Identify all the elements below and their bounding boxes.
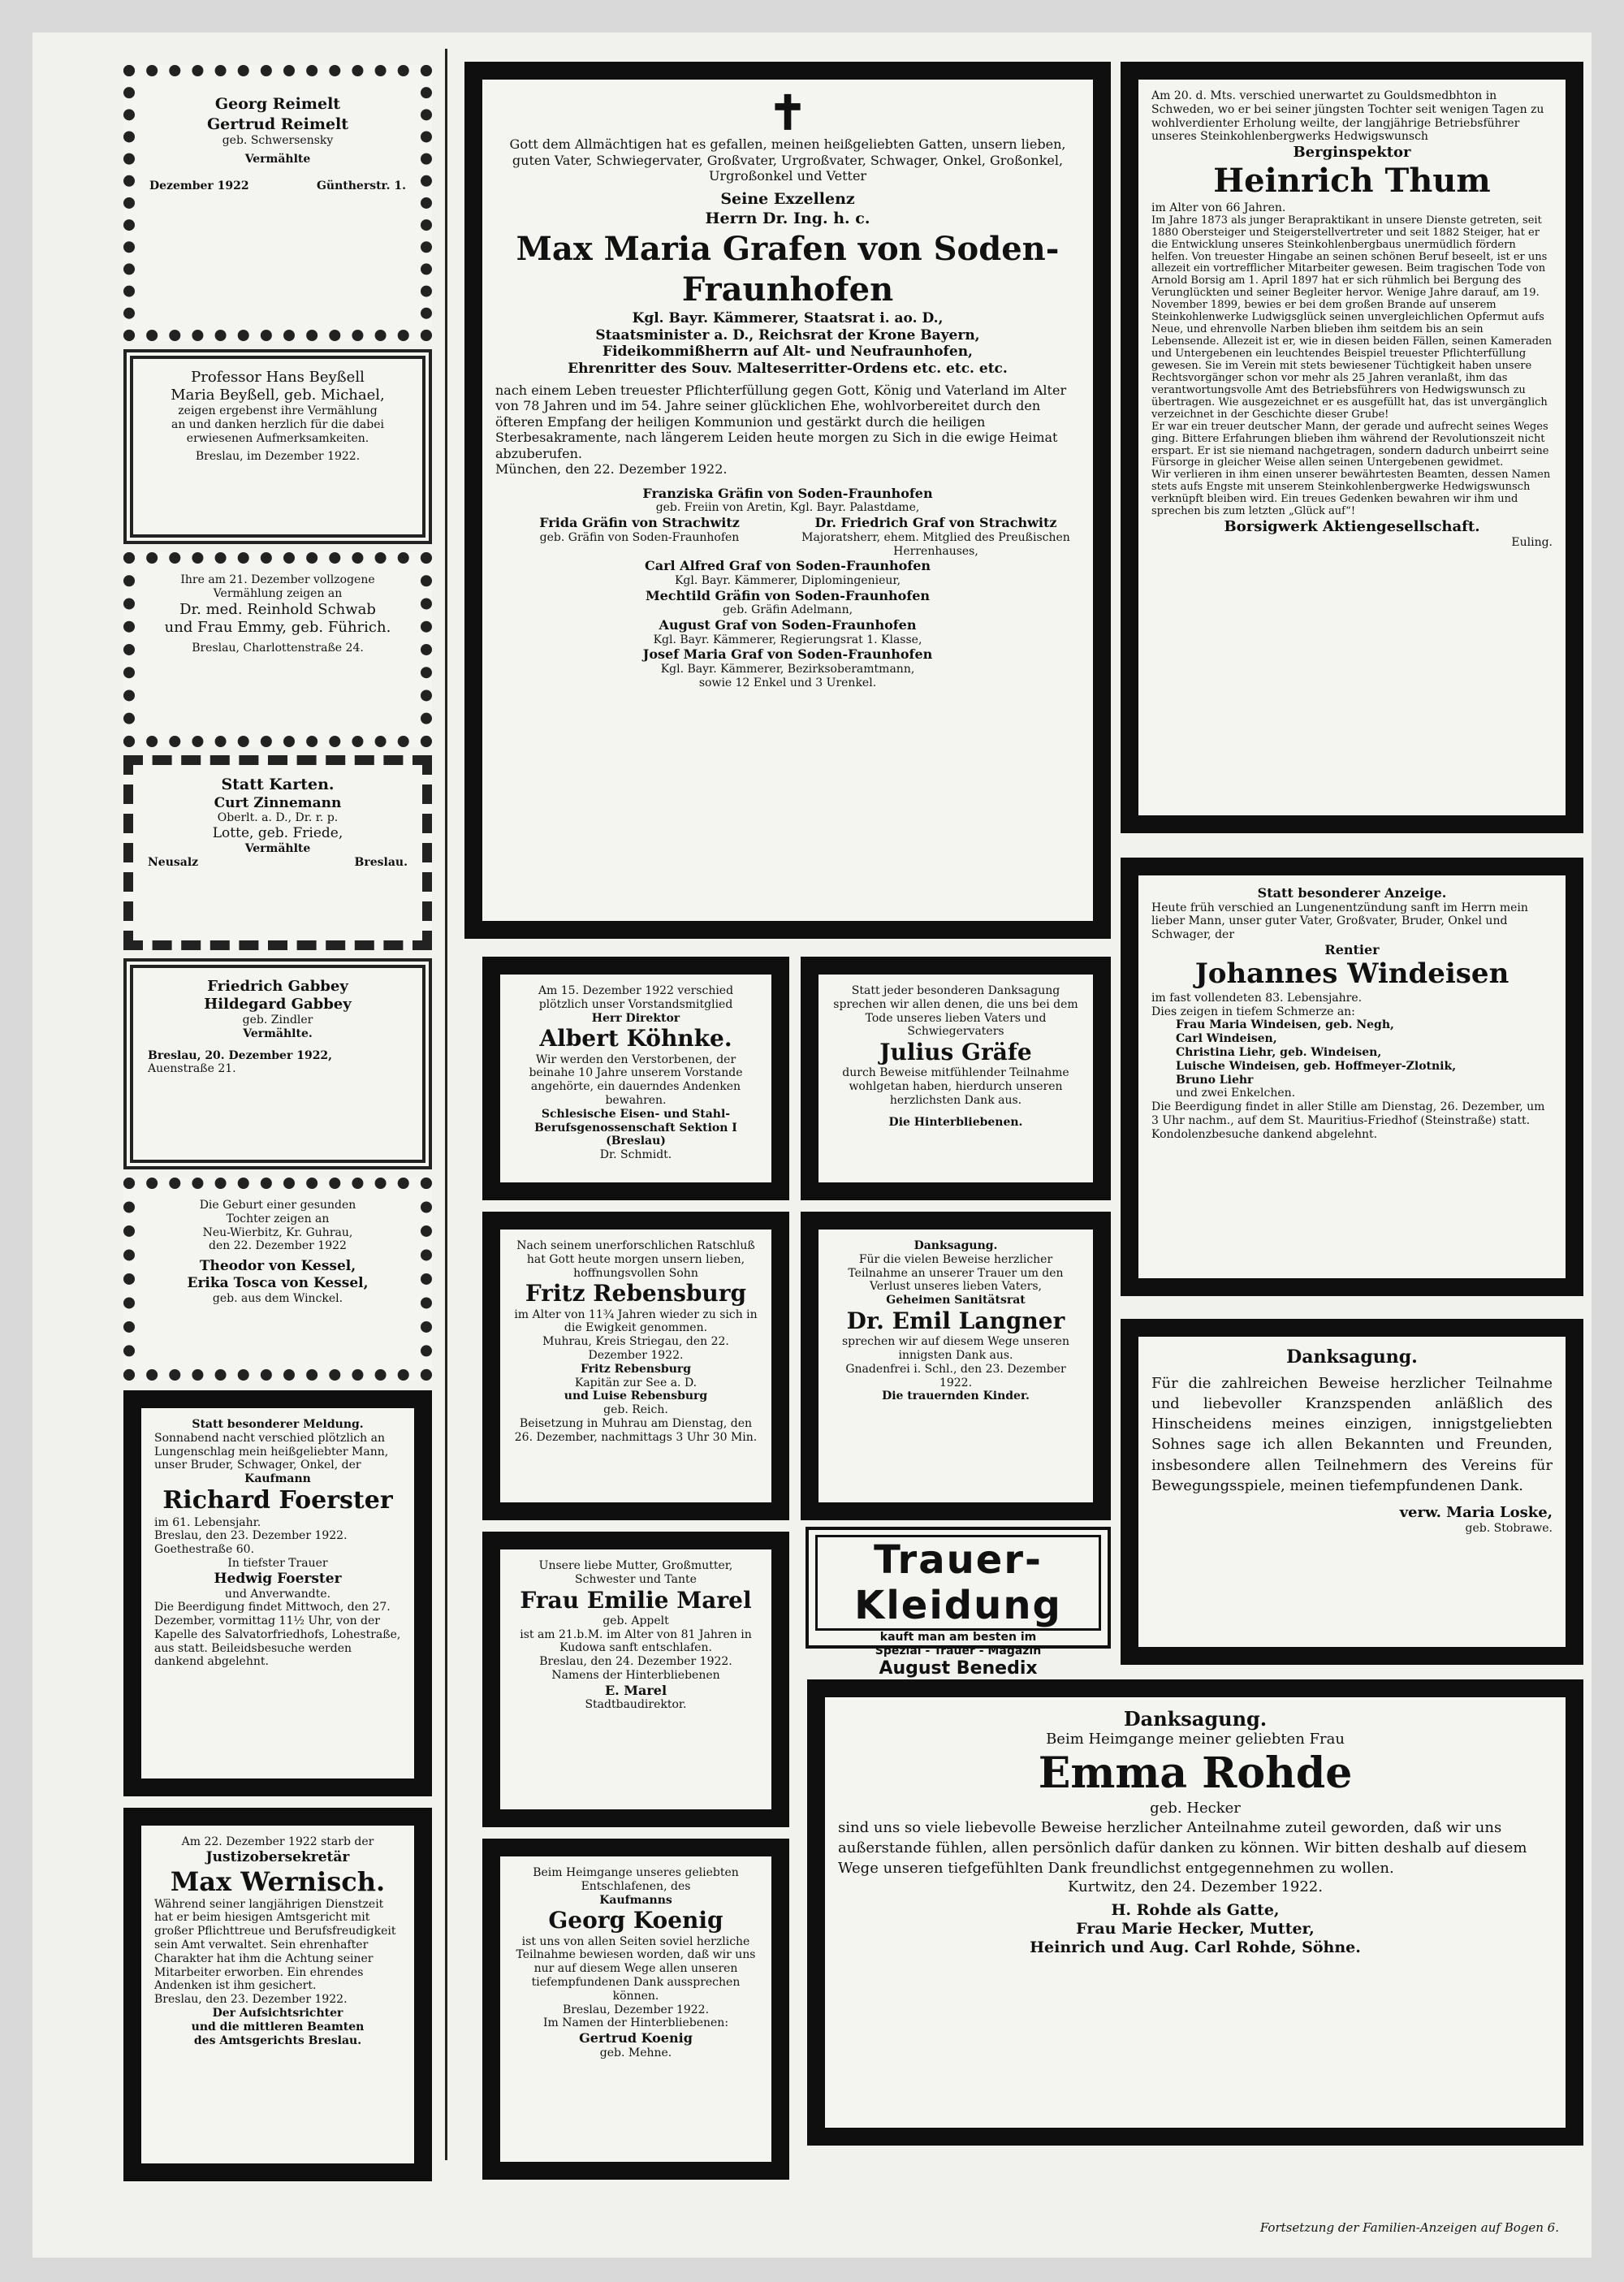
kessel-line-3: Neu-Wierbitz, Kr. Guhrau, xyxy=(202,1225,353,1239)
soden-family-3: Carl Alfred Graf von Soden-Fraunhofen xyxy=(644,558,931,574)
graefe-text2: durch Beweise mitfühlender Teilnahme wohlgetan haben, hierdurch unseren herzlichsten Dank aus. xyxy=(842,1066,1069,1107)
notice-soden xyxy=(464,62,1111,939)
gabbey-line-1: Friedrich Gabbey xyxy=(207,978,348,995)
soden-text: nach einem Leben treuester Pflichterfüllung gegen Gott, König und Vaterland im Alter von 78 Jahren und im 54. Jahre seiner glücklichen Ehe, wohlvorbereitet durch den öfteren Empfang der heiligen Kommunion und gestärkt durch die heiligen Sterbesakramente, nach längerem Leiden heute morgen zu Sich in die ewige Heimat abzuberufen. xyxy=(495,382,1067,461)
rebensburg-text: im Alter von 11¾ Jahren wieder zu sich in die Ewigkeit genommen. xyxy=(514,1307,758,1335)
langner-place: Gnadenfrei i. Schl., den 23. Dezember 1922. xyxy=(845,1362,1066,1390)
kessel-line-2: Tochter zeigen an xyxy=(226,1212,330,1225)
soden-title-3: Fideikommißherrn auf Alt- und Neufraunhofen, xyxy=(603,344,973,361)
wernisch-place: Breslau, den 23. Dezember 1922. xyxy=(154,1993,348,2007)
windeisen-family-3: Christina Liehr, geb. Windeisen, xyxy=(1176,1046,1382,1060)
trauer-line-1: kauft man am besten im xyxy=(879,1631,1037,1644)
gabbey-line-3: geb. Zindler xyxy=(242,1013,313,1026)
langner-name: Dr. Emil Langner xyxy=(846,1307,1065,1334)
beyssell-place: Breslau, im Dezember 1922. xyxy=(195,450,361,464)
trauer-logo: Trauer-Kleidung xyxy=(815,1535,1101,1631)
kessel-name-1: Theodor von Kessel, xyxy=(199,1258,356,1275)
cross-icon: ✝ xyxy=(767,85,808,140)
langner-text: Für die vielen Beweise herzlicher Teilnahme an unserer Trauer um den Verlust unseres lieben Vaters, xyxy=(848,1252,1064,1294)
windeisen-family-5: Bruno Liehr xyxy=(1176,1073,1254,1087)
windeisen-funeral: Die Beerdigung findet in aller Stille am Dienstag, 26. Dezember, um 3 Uhr nachm., auf dem St. Mauritius-Friedhof (Steinstraße) statt. Kondolenzbesuche dankend abgelehnt. xyxy=(1151,1100,1545,1141)
windeisen-grief: Dies zeigen in tiefem Schmerze an: xyxy=(1151,1005,1355,1018)
notice-wernisch xyxy=(123,1808,432,2181)
zinnemann-head: Statt Karten. xyxy=(221,776,335,793)
reimelt-date: Dezember 1922 xyxy=(149,179,249,192)
notice-reimelt xyxy=(123,65,432,341)
marel-maiden: geb. Appelt xyxy=(603,1614,669,1627)
soden-family-4: Mechtild Gräfin von Soden-Fraunhofen xyxy=(645,587,931,603)
notice-gabbey xyxy=(123,958,432,1169)
marel-name: Frau Emilie Marel xyxy=(520,1586,752,1614)
notice-koenig xyxy=(482,1839,789,2180)
column-rule xyxy=(445,49,447,2160)
rohde-text: sind uns so viele liebevolle Beweise herzlicher Anteilnahme zuteil geworden, daß wir uns außerstande fühlen, allen persönlich dafür danken zu können. Wir bitten deshalb auf diesem Wege unseren tiefgefühlten Dank freundlichst entgegennehmen zu wollen. xyxy=(838,1818,1527,1877)
schwab-line-2: Vermählung zeigen an xyxy=(213,586,343,600)
foerster-title: Kaufmann xyxy=(244,1472,311,1486)
gabbey-line-2: Hildegard Gabbey xyxy=(204,995,352,1013)
windeisen-age: im fast vollendeten 83. Lebensjahre. xyxy=(1151,991,1363,1005)
soden-family-5: August Graf von Soden-Fraunhofen xyxy=(659,617,917,633)
trauer-line-2: Spezial - Trauer - Magazin xyxy=(875,1644,1042,1657)
thum-intro: Am 20. d. Mts. verschied unerwartet zu Gouldsmedbhton in Schweden, wo er bei seiner jüngsten Tochter seit wenigen Tagen zu wohlverdienter Erholung weilte, der langjährige Betriebsführer unseres Steinkohlenbergwerks Hedwigswunsch xyxy=(1151,89,1544,144)
notice-rebensburg xyxy=(482,1212,789,1520)
thum-signer: Borsigwerk Aktiengesellschaft. xyxy=(1224,518,1480,536)
foerster-name: Richard Foerster xyxy=(162,1485,393,1515)
thum-text3: Wir verlieren in ihm einen unserer bewährtesten Beamten, dessen Namen stets aufs Engste mit unserem Steinkohlenbergwerke Hedwigswunsch verknüpft bleiben wird. Ein treues Gedenken bewahren wir ihm und sprechen bis zum letzten „Glück auf“! xyxy=(1151,469,1551,518)
notice-beyssell xyxy=(123,349,432,544)
soden-honorific2: Herrn Dr. Ing. h. c. xyxy=(705,210,870,228)
soden-family-6: Josef Maria Graf von Soden-Fraunhofen xyxy=(642,646,933,663)
wernisch-intro: Am 22. Dezember 1922 starb der xyxy=(181,1835,374,1848)
gabbey-place: Breslau, 20. Dezember 1922, xyxy=(148,1048,333,1062)
foerster-funeral: Die Beerdigung findet Mittwoch, den 27. Dezember, vormittag 11½ Uhr, von der Kapelle des Salvatorfriedhofs, Lohestraße, aus statt. Beileidsbesuche werden dankend abgelehnt. xyxy=(154,1601,401,1669)
page-footer: Fortsetzung der Familien-Anzeigen auf Bogen 6. xyxy=(1259,2220,1559,2235)
zinnemann-right: Breslau. xyxy=(354,855,408,869)
koenig-for: Im Namen der Hinterbliebenen: xyxy=(542,2016,729,2030)
thum-name: Heinrich Thum xyxy=(1213,162,1491,201)
foerster-intro: Sonnabend nacht verschied plötzlich an Lungenschlag mein heißgeliebter Mann, unser Bruder, Schwager, Onkel, der xyxy=(154,1431,389,1472)
marel-place: Breslau, den 24. Dezember 1922. xyxy=(539,1655,732,1669)
marel-for: Namens der Hinterbliebenen xyxy=(551,1668,720,1682)
koenig-name: Georg Koenig xyxy=(548,1907,723,1934)
notice-schwab xyxy=(123,552,432,747)
rebensburg-name: Fritz Rebensburg xyxy=(525,1280,747,1307)
marel-signer: E. Marel xyxy=(604,1682,667,1698)
soden-family-5b: Kgl. Bayr. Kämmerer, Regierungsrat 1. Klasse, xyxy=(653,633,922,646)
notice-windeisen xyxy=(1121,858,1583,1296)
koenig-intro: Beim Heimgange unseres geliebten Entschlafenen, des xyxy=(533,1866,739,1893)
zinnemann-line-2: Oberlt. a. D., Dr. r. p. xyxy=(217,811,339,825)
gabbey-street: Auenstraße 21. xyxy=(148,1062,236,1076)
thum-text: Im Jahre 1873 als junger Berapraktikant in unsere Dienste getreten, seit 1880 Obersteiger und Steigerstellvertreter und seit 1882 Steiger, hat er die Entwicklung unseres Steinkohlenbergbaus unermüdlich fördern helfen. Von treuester Hingabe an seinen schönen Beruf beseelt, ist er uns allezeit ein vortrefflicher Mitarbeiter gewesen. Beim tragischen Tode von Arnold Borsig am 1. April 1897 hat er sich rühmlich bei Bergung des Verunglückten und seiner Begleiter hervor. Wenige Jahre darauf, am 19. November 1899, bewies er bei dem großen Brande auf unserem Steinkohlenwerke Ludwigsglück seinen unvergleichlichen Opfermut aufs Neue, und ehrenvolle Narben blieben ihm seitdem bis an sein Lebensende. Allezeit ist er, wie in diesen beiden Fällen, seinen Kameraden und Untergebenen ein leuchtendes Beispiel treuester Pflichterfüllung gewesen. Sie im Verein mit stets bewiesener Tüchtigkeit haben unsere Rechtsvorgänger schon vor mehr als 25 Jahren veranlaßt, ihm das verantwortungsvolle Amt des Betriebsführers von Hedwigswunsch zu übertragen. Wie ausgezeichnet er es ausgefüllt hat, das ist unvergänglich verzeichnet in der Geschichte dieser Grube! xyxy=(1151,214,1553,421)
thum-age: im Alter von 66 Jahren. xyxy=(1151,201,1286,214)
gabbey-line-4: Vermählte. xyxy=(243,1026,313,1040)
reimelt-maiden: geb. Schwersensky xyxy=(222,134,334,148)
zinnemann-left: Neusalz xyxy=(148,855,199,869)
koenig-signer2: geb. Mehne. xyxy=(599,2046,672,2059)
koehnke-text: Wir werden den Verstorbenen, der beinahe 10 Jahre unserem Vorstande angehörte, ein dauerndes Andenken bewahren. xyxy=(529,1052,743,1107)
thum-title: Berginspektor xyxy=(1293,144,1411,162)
koehnke-org: Schlesische Eisen- und Stahl-Berufsgenossenschaft Sektion I (Breslau) xyxy=(534,1107,737,1148)
schwab-place: Breslau, Charlottenstraße 24. xyxy=(192,641,364,655)
koehnke-title: Herr Direktor xyxy=(591,1011,680,1025)
schwab-line-4: und Frau Emmy, geb. Führich. xyxy=(164,618,391,636)
soden-family-2r: Dr. Friedrich Graf von Strachwitz xyxy=(814,515,1057,531)
kessel-name-2: Erika Tosca von Kessel, xyxy=(187,1274,369,1291)
beyssell-line-3: zeigen ergebenst ihre Vermählung xyxy=(178,404,378,417)
koehnke-intro: Am 15. Dezember 1922 verschied plötzlich unser Vorstandsmitglied xyxy=(538,984,734,1011)
foerster-signer2: und Anverwandte. xyxy=(224,1587,331,1601)
soden-intro: Gott dem Allmächtigen hat es gefallen, meinen heißgeliebten Gatten, unsern lieben, guten Vater, Schwiegervater, Großvater, Urgroßvater, Schwager, Onkel, Großonkel, Urgroßonkel und Vetter xyxy=(509,136,1066,184)
windeisen-family-1: Frau Maria Windeisen, geb. Negh, xyxy=(1176,1018,1394,1032)
marel-intro: Unsere liebe Mutter, Großmutter, Schwester und Tante xyxy=(538,1559,733,1586)
graefe-signer: Die Hinterbliebenen. xyxy=(888,1115,1023,1129)
wernisch-signer-3: des Amtsgerichts Breslau. xyxy=(193,2033,362,2047)
soden-family-7: sowie 12 Enkel und 3 Urenkel. xyxy=(698,676,877,689)
windeisen-name: Johannes Windeisen xyxy=(1194,957,1510,991)
koenig-place: Breslau, Dezember 1922. xyxy=(562,2003,710,2016)
wernisch-text: Während seiner langjährigen Dienstzeit hat er beim hiesigen Amtsgericht mit großer Pflichttreue und Berufsfreudigkeit sein Amt verwaltet. Sein ehrenhafter Charakter hat ihm die Achtung seiner Mitarbeiter erworben. Ein ehrendes Andenken ist ihm gesichert. xyxy=(154,1897,396,1993)
beyssell-line-5: erwiesenen Aufmerksamkeiten. xyxy=(186,431,369,445)
koenig-title: Kaufmanns xyxy=(599,1893,672,1907)
newspaper-page xyxy=(32,32,1592,2258)
windeisen-title: Rentier xyxy=(1324,941,1380,957)
notice-marel xyxy=(482,1532,789,1827)
windeisen-intro: Heute früh verschied an Lungenentzündung sanft im Herrn mein lieber Mann, unser guter Vater, Großvater, Bruder, Onkel und Schwager, der xyxy=(1151,901,1528,942)
windeisen-family-2: Carl Windeisen, xyxy=(1176,1032,1277,1046)
kessel-name-3: geb. aus dem Winckel. xyxy=(212,1291,343,1305)
soden-title-2: Staatsminister a. D., Reichsrat der Krone Bayern, xyxy=(595,326,980,344)
rebensburg-signer2: Kapitän zur See a. D. xyxy=(574,1376,698,1390)
kessel-line-1: Die Geburt einer gesunden xyxy=(199,1199,356,1212)
soden-family-1: Franziska Gräfin von Soden-Fraunhofen xyxy=(642,485,933,501)
marel-signer2: Stadtbaudirektor. xyxy=(585,1698,687,1712)
wernisch-title: Justizobersekretär xyxy=(205,1848,350,1865)
notice-zinnemann xyxy=(123,755,432,950)
beyssell-line-1: Professor Hans Beyßell xyxy=(191,369,365,386)
zinnemann-line-3: Lotte, geb. Friede, xyxy=(212,825,343,842)
rohde-signer-2: Frau Marie Hecker, Mutter, xyxy=(1076,1920,1315,1938)
rebensburg-funeral: Beisetzung in Muhrau am Dienstag, den 26. Dezember, nachmittags 3 Uhr 30 Min. xyxy=(514,1416,758,1444)
langner-head: Danksagung. xyxy=(914,1239,998,1252)
notice-rohde xyxy=(807,1679,1583,2146)
rebensburg-place: Muhrau, Kreis Striegau, den 22. Dezember 1922. xyxy=(542,1335,729,1362)
notice-graefe xyxy=(801,957,1111,1200)
graefe-text: Statt jeder besonderen Danksagung sprechen wir allen denen, die uns bei dem Tode unseres lieben Vaters und Schwiegervaters xyxy=(833,984,1078,1039)
marel-text: ist am 21.b.M. im Alter von 81 Jahren in Kudowa sanft entschlafen. xyxy=(520,1627,752,1655)
rebensburg-intro: Nach seinem unerforschlichen Ratschluß hat Gott heute morgen unsern lieben, hoffnungsvollen Sohn xyxy=(516,1239,755,1280)
langner-text2: sprechen wir auf diesem Wege unseren innigsten Dank aus. xyxy=(842,1335,1069,1362)
soden-family-2rb: Majoratsherr, ehem. Mitglied des Preußischen Herrenhauses, xyxy=(801,530,1070,558)
foerster-place: Breslau, den 23. Dezember 1922. Goethestraße 60. xyxy=(154,1529,348,1557)
soden-place: München, den 22. Dezember 1922. xyxy=(495,461,728,478)
rohde-head: Danksagung. xyxy=(1123,1707,1268,1731)
rohde-signer-3: Heinrich und Aug. Carl Rohde, Söhne. xyxy=(1030,1938,1361,1957)
soden-family-2l: Frida Gräfin von Strachwitz xyxy=(539,515,740,531)
graefe-name: Julius Gräfe xyxy=(879,1039,1032,1066)
schwab-line-1: Ihre am 21. Dezember vollzogene xyxy=(180,573,375,586)
notice-koehnke xyxy=(482,957,789,1200)
langner-signer: Die trauernden Kinder. xyxy=(882,1390,1030,1403)
wernisch-name: Max Wernisch. xyxy=(170,1865,386,1897)
beyssell-line-4: an und danken herzlich für die dabei xyxy=(171,417,384,431)
loske-signer2: geb. Stobrawe. xyxy=(1465,1521,1553,1535)
reimelt-name-1: Georg Reimelt xyxy=(214,95,341,113)
soden-name: Max Maria Grafen von Soden-Fraunhofen xyxy=(516,229,1060,309)
ad-trauer-kleidung xyxy=(806,1527,1111,1679)
wernisch-signer-2: und die mittleren Beamten xyxy=(191,2020,365,2033)
soden-family-6b: Kgl. Bayr. Kämmerer, Bezirksoberamtmann, xyxy=(660,662,915,676)
soden-title-1: Kgl. Bayr. Kämmerer, Staatsrat i. ao. D., xyxy=(632,309,944,326)
soden-family-3b: Kgl. Bayr. Kämmerer, Diplomingenieur, xyxy=(674,573,901,587)
notice-thum xyxy=(1121,62,1583,833)
notice-foerster xyxy=(123,1390,432,1796)
loske-text: Für die zahlreichen Beweise herzlicher Teilnahme und liebevoller Kranzspenden anläßlich des Hinscheidens meines einzigen, innigstgeliebten Sohnes sage ich allen Bekannten und Freunden, insbesondere allen Teilnehmern des Vereins für Bewegungsspiele, meinen tiefempfundenen Dank. xyxy=(1151,1374,1553,1494)
foerster-signer: Hedwig Foerster xyxy=(214,1570,342,1587)
reimelt-status: Vermählte xyxy=(244,153,311,166)
rohde-intro: Beim Heimgange meiner geliebten Frau xyxy=(1046,1731,1345,1748)
koehnke-name: Albert Köhnke. xyxy=(539,1025,732,1052)
kessel-line-4: den 22. Dezember 1922 xyxy=(209,1239,347,1253)
thum-place: Euling. xyxy=(1511,536,1553,550)
langner-title: Geheimen Sanitätsrat xyxy=(886,1294,1026,1307)
soden-family-1b: geb. Freiin von Aretin, Kgl. Bayr. Palastdame, xyxy=(655,501,920,515)
rohde-name: Emma Rohde xyxy=(1038,1748,1353,1799)
loske-signer: verw. Maria Loske, xyxy=(1399,1503,1553,1521)
notice-kessel xyxy=(123,1178,432,1381)
soden-family-4b: geb. Gräfin Adelmann, xyxy=(722,603,853,617)
koenig-signer: Gertrud Koenig xyxy=(579,2030,693,2046)
rebensburg-signer4: geb. Reich. xyxy=(603,1403,668,1417)
soden-family-2lb: geb. Gräfin von Soden-Fraunhofen xyxy=(539,530,740,544)
soden-honorific: Seine Exzellenz xyxy=(720,189,855,208)
notice-loske xyxy=(1121,1319,1583,1665)
foerster-grief: In tiefster Trauer xyxy=(227,1556,328,1570)
rohde-signer-1: H. Rohde als Gatte, xyxy=(1111,1901,1280,1920)
trauer-name: August Benedix xyxy=(879,1657,1038,1679)
foerster-head: Statt besonderer Meldung. xyxy=(192,1418,364,1431)
beyssell-line-2: Maria Beyßell, geb. Michael, xyxy=(171,386,385,404)
windeisen-family-4: Luische Windeisen, geb. Hoffmeyer-Zlotnik, xyxy=(1176,1059,1457,1073)
wernisch-signer-1: Der Aufsichtsrichter xyxy=(212,2006,343,2020)
zinnemann-line-4: Vermählte xyxy=(244,841,311,855)
soden-title-4: Ehrenritter des Souv. Malteserritter-Ordens etc. etc. etc. xyxy=(568,361,1008,378)
zinnemann-line-1: Curt Zinnemann xyxy=(214,794,342,811)
rebensburg-signer: Fritz Rebensburg xyxy=(580,1362,692,1376)
rohde-maiden: geb. Hecker xyxy=(1150,1799,1241,1817)
windeisen-family-6: und zwei Enkelchen. xyxy=(1176,1087,1296,1100)
koehnke-signer: Dr. Schmidt. xyxy=(599,1148,672,1162)
rohde-place: Kurtwitz, den 24. Dezember 1922. xyxy=(1068,1878,1323,1896)
schwab-line-3: Dr. med. Reinhold Schwab xyxy=(179,600,376,618)
foerster-age: im 61. Lebensjahr. xyxy=(154,1515,261,1529)
notice-langner xyxy=(801,1212,1111,1520)
loske-head: Danksagung. xyxy=(1286,1346,1418,1368)
reimelt-name-2: Gertrud Reimelt xyxy=(206,115,349,133)
reimelt-address: Güntherstr. 1. xyxy=(316,179,406,192)
rebensburg-signer3: und Luise Rebensburg xyxy=(564,1390,708,1403)
windeisen-head: Statt besonderer Anzeige. xyxy=(1257,885,1447,901)
thum-text2: Er war ein treuer deutscher Mann, der gerade und aufrecht seines Weges ging. Bittere Erfahrungen blieben ihm während der Revolutionszeit nicht erspart. Er ist sie niemand nachgetragen, sondern dadurch unbeirrt seine Fürsorge in gleicher Weise allen seinen Untergebenen gewidmet. xyxy=(1151,420,1549,469)
koenig-text: ist uns von allen Seiten soviel herzliche Teilnahme bewiesen worden, daß wir uns nur auf diesem Wege allen unseren tiefempfundenen Dank aussprechen können. xyxy=(516,1934,756,2003)
